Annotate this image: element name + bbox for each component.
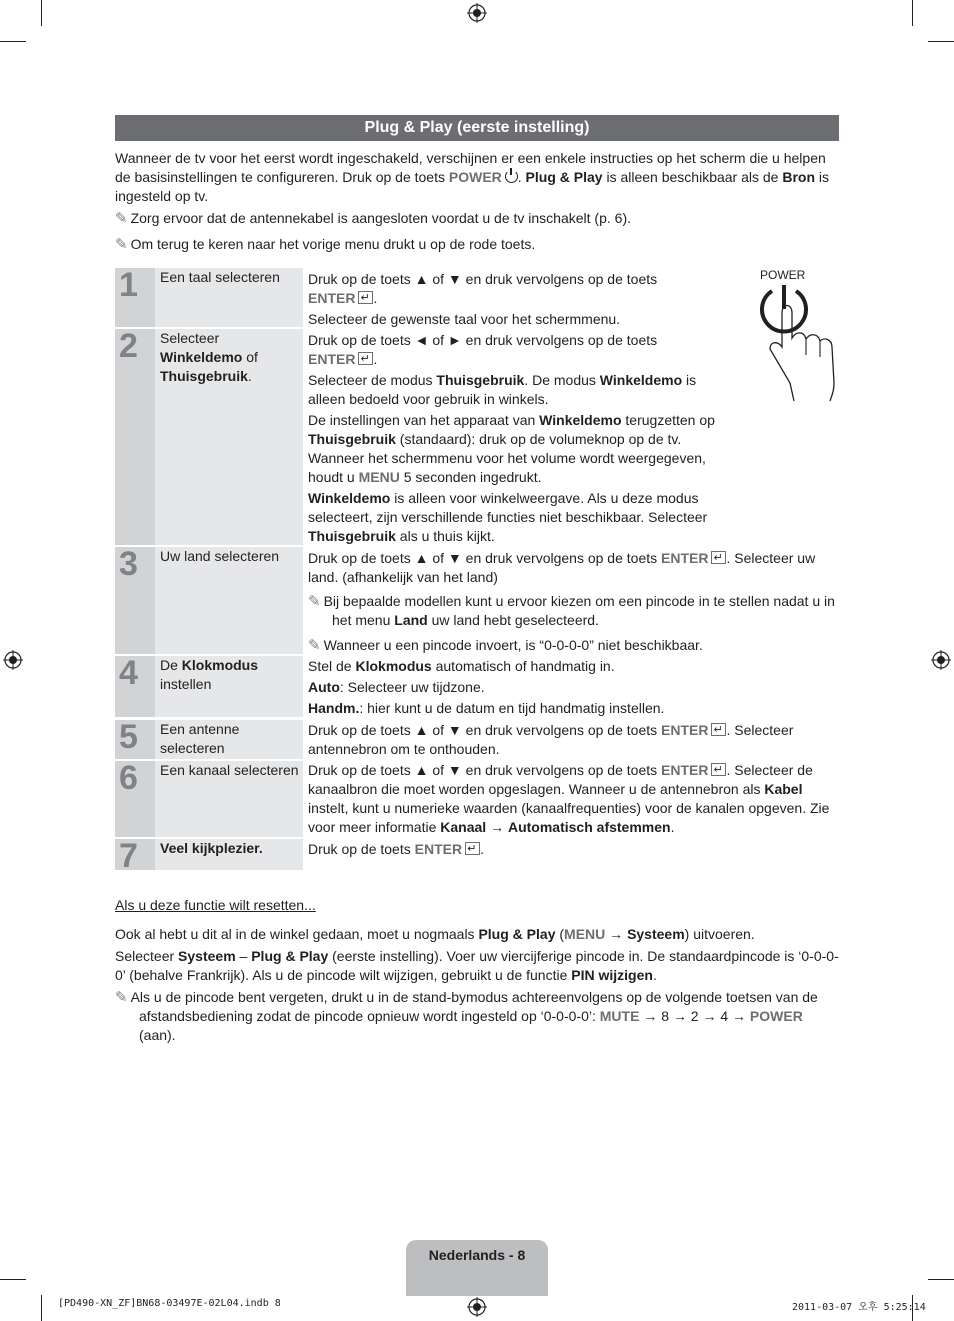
pencil-note-icon: ✎	[308, 593, 321, 610]
step-4	[115, 656, 839, 717]
power-icon	[505, 170, 518, 183]
print-slug-left: [PD490-XN_ZF]BN68-03497E-02L04.indb 8	[58, 1298, 281, 1309]
step-label: Een antenne selecteren	[160, 721, 240, 756]
step-number: 4	[119, 654, 138, 692]
step-label: De Klokmodus instellen	[160, 657, 259, 692]
page-footer: Nederlands - 8	[406, 1240, 548, 1296]
enter-icon	[358, 352, 373, 365]
pencil-note-icon: ✎	[115, 210, 128, 227]
step-description: Druk op de toets ▲ of ▼ en druk vervolgens op de toets ENTER↵ . Selecteer de gewenste taal voor het schermmenu.	[303, 270, 748, 331]
step-number: 6	[119, 759, 138, 797]
step-label: Selecteer Winkeldemo of Thuisgebruik.	[160, 330, 258, 384]
step-5	[115, 720, 839, 759]
step-label: Uw land selecteren	[160, 548, 280, 564]
step-label: Een taal selecteren	[160, 269, 280, 285]
crop-mark	[0, 1279, 26, 1280]
pencil-note-icon: ✎	[115, 989, 128, 1006]
step-description: Druk op de toets ◄ of ► en druk vervolgens op de toets ENTER↵ . Selecteer de modus Thuisgebruik. De modus Winkeldemo is alleen bedoeld voor gebruik in winkels. De instellingen van het apparaat van Winkeldemo terugzetten op Thuisgebruik (standaard): druk op de volumeknop op de tv. Wanneer het schermmenu voor het volume wordt weergegeven, houdt u MENU 5 seconden ingedrukt. Winkeldemo is alleen voor winkelweergave. Als u deze modus selecteert, zijn verschillende functies niet beschikbaar. Selecteer Thuisgebruik als u thuis kijkt.	[303, 331, 728, 548]
crop-mark	[0, 41, 26, 42]
step-label: Veel kijkplezier.	[160, 840, 263, 856]
crop-mark	[41, 1295, 42, 1321]
reset-heading: Als u deze functie wilt resetten...	[115, 897, 316, 913]
note: ✎ Zorg ervoor dat de antennekabel is aangesloten voordat u de tv inschakelt (p. 6).	[115, 210, 631, 227]
note: ✎ Om terug te keren naar het vorige menu drukt u op de rode toets.	[115, 236, 536, 253]
crop-mark	[41, 0, 42, 26]
step-description: Druk op de toets ▲ of ▼ en druk vervolgens op de toets ENTER↵ . Selecteer antennebron om te onthouden.	[303, 721, 836, 761]
pencil-note-icon: ✎	[308, 637, 321, 654]
crop-mark	[928, 41, 954, 42]
enter-icon	[711, 551, 726, 564]
step-7	[115, 837, 839, 875]
print-slug-right: 2011-03-07 오후 5:25:14	[792, 1302, 926, 1313]
enter-icon	[711, 723, 726, 736]
intro-paragraph: Wanneer de tv voor het eerst wordt ingeschakeld, verschijnen er een enkele instructies op het scherm die u helpen de basisinstellingen te configureren. Druk op de toets POWER . Plug & Play is alleen beschikbaar als de Bron is ingesteld op tv.	[115, 150, 830, 204]
step-3	[115, 547, 839, 654]
registration-mark-icon	[467, 3, 487, 23]
step-description: Druk op de toets ▲ of ▼ en druk vervolgens op de toets ENTER↵ . Selecteer uw land. (afhankelijk van het land) ✎ Bij bepaalde modellen kunt u ervoor kiezen om een pincode in te stellen nadat u in het menu Land uw land hebt geselecteerd. ✎ Wanneer u een pincode invoert, is “0-0-0-0” niet beschikbaar.	[303, 549, 836, 657]
section-title: Plug & Play (eerste instelling)	[115, 115, 839, 141]
step-number: 3	[119, 545, 138, 583]
pencil-note-icon: ✎	[115, 236, 128, 253]
step-label: Een kanaal selecteren	[160, 762, 299, 778]
registration-mark-icon	[467, 1297, 487, 1317]
step-description: Druk op de toets ▲ of ▼ en druk vervolgens op de toets ENTER↵ . Selecteer de kanaalbron die moet worden opgeslagen. Wanneer u de antennebron als Kabel instelt, kunt u numerieke waarden (kanaalfrequenties) voor de kanalen opgeven. Zie voor meer informatie Kanaal → Automatisch afstemmen.	[303, 761, 836, 839]
step-number: 5	[119, 718, 138, 756]
enter-icon	[465, 842, 480, 855]
crop-mark	[928, 1279, 954, 1280]
enter-icon	[358, 291, 373, 304]
step-number: 1	[119, 266, 138, 304]
enter-icon	[711, 763, 726, 776]
power-label: POWER	[760, 268, 806, 282]
reset-paragraph: Ook al hebt u dit al in de winkel gedaan, moet u nogmaals Plug & Play (MENU → Systeem) uitvoeren.	[115, 926, 755, 942]
step-number: 7	[119, 837, 138, 875]
step-description: Druk op de toets ENTER↵ .	[303, 840, 836, 861]
step-6	[115, 761, 839, 837]
registration-mark-icon	[3, 650, 23, 670]
reset-note: ✎ Als u de pincode bent vergeten, drukt u in de stand-bymodus achtereenvolgens op de volgende toetsen van de afstandsbediening zodat de pincode opnieuw wordt ingesteld op ‘0-0-0-0’: MUTE → 8 → 2 → 4 → POWER (aan).	[115, 989, 818, 1043]
reset-paragraph: Selecteer Systeem – Plug & Play (eerste instelling). Voer uw viercijferige pincode in. De standaardpincode is ‘0-0-0-0’ (behalve Frankrijk). Als u de pincode wilt wijzigen, gebruikt u de functie PIN wijzigen.	[115, 948, 839, 983]
registration-mark-icon	[931, 650, 951, 670]
crop-mark	[912, 0, 913, 26]
step-1	[115, 268, 839, 327]
step-number: 2	[119, 327, 138, 365]
step-description: Stel de Klokmodus automatisch of handmatig in. Auto: Selecteer uw tijdzone. Handm.: hier kunt u de datum en tijd handmatig instellen.	[308, 658, 665, 716]
step-2	[115, 329, 839, 545]
